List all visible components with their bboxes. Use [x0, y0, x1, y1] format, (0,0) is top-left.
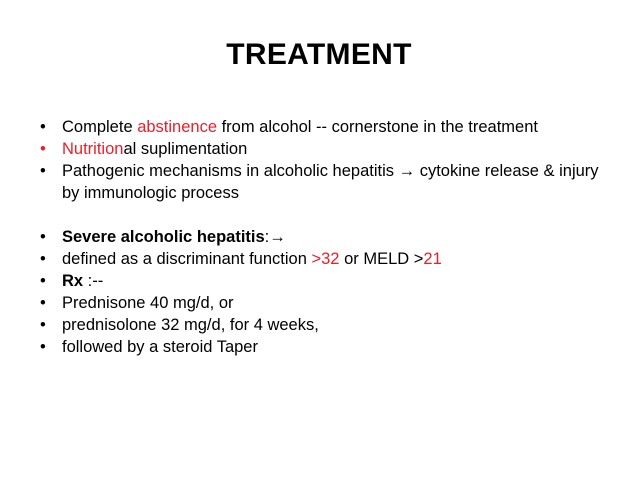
spacer — [40, 204, 600, 226]
arrow-icon: → — [398, 162, 416, 180]
bullet-icon: • — [40, 294, 46, 312]
item-text: Complete — [62, 118, 138, 136]
highlight-text: Nutrition — [62, 140, 124, 158]
list-item — [40, 160, 600, 204]
item-text: followed by a steroid Taper — [62, 338, 258, 356]
item-text: cytokine release & injury by immunologic process — [62, 162, 599, 202]
bullet-icon: • — [40, 250, 46, 268]
item-text: from alcohol -- cornerstone in the treatment — [217, 118, 538, 136]
bullet-icon: • — [40, 272, 46, 290]
item-text: :-- — [83, 272, 104, 290]
bullet-list — [40, 116, 600, 358]
list-item — [40, 292, 600, 314]
list-item — [40, 226, 600, 248]
bullet-icon: • — [40, 338, 46, 356]
bullet-icon: • — [40, 316, 46, 334]
bullet-icon: • — [40, 140, 46, 158]
highlight-text: 21 — [423, 250, 442, 268]
list-item — [40, 116, 600, 138]
arrow-icon: :→ — [264, 228, 286, 246]
item-text: Prednisone 40 mg/d, or — [62, 294, 234, 312]
highlight-text: abstinence — [137, 118, 218, 136]
list-item — [40, 270, 600, 292]
bullet-icon: • — [40, 162, 46, 180]
bold-text: Rx — [62, 272, 84, 290]
list-item — [40, 248, 600, 270]
list-item — [40, 138, 600, 160]
item-text: or MELD > — [339, 250, 424, 268]
bold-text: Severe alcoholic hepatitis — [62, 228, 265, 246]
bullet-icon: • — [40, 228, 46, 246]
highlight-text: >32 — [311, 250, 340, 268]
bullet-icon: • — [40, 118, 46, 136]
item-text: prednisolone 32 mg/d, for 4 weeks, — [62, 316, 319, 334]
item-text: defined as a discriminant function — [62, 250, 312, 268]
list-item — [40, 314, 600, 336]
slide-title: TREATMENT — [226, 38, 412, 71]
item-text: al suplimentation — [123, 140, 248, 158]
list-item — [40, 336, 600, 358]
item-text: Pathogenic mechanisms in alcoholic hepatitis — [62, 162, 399, 180]
